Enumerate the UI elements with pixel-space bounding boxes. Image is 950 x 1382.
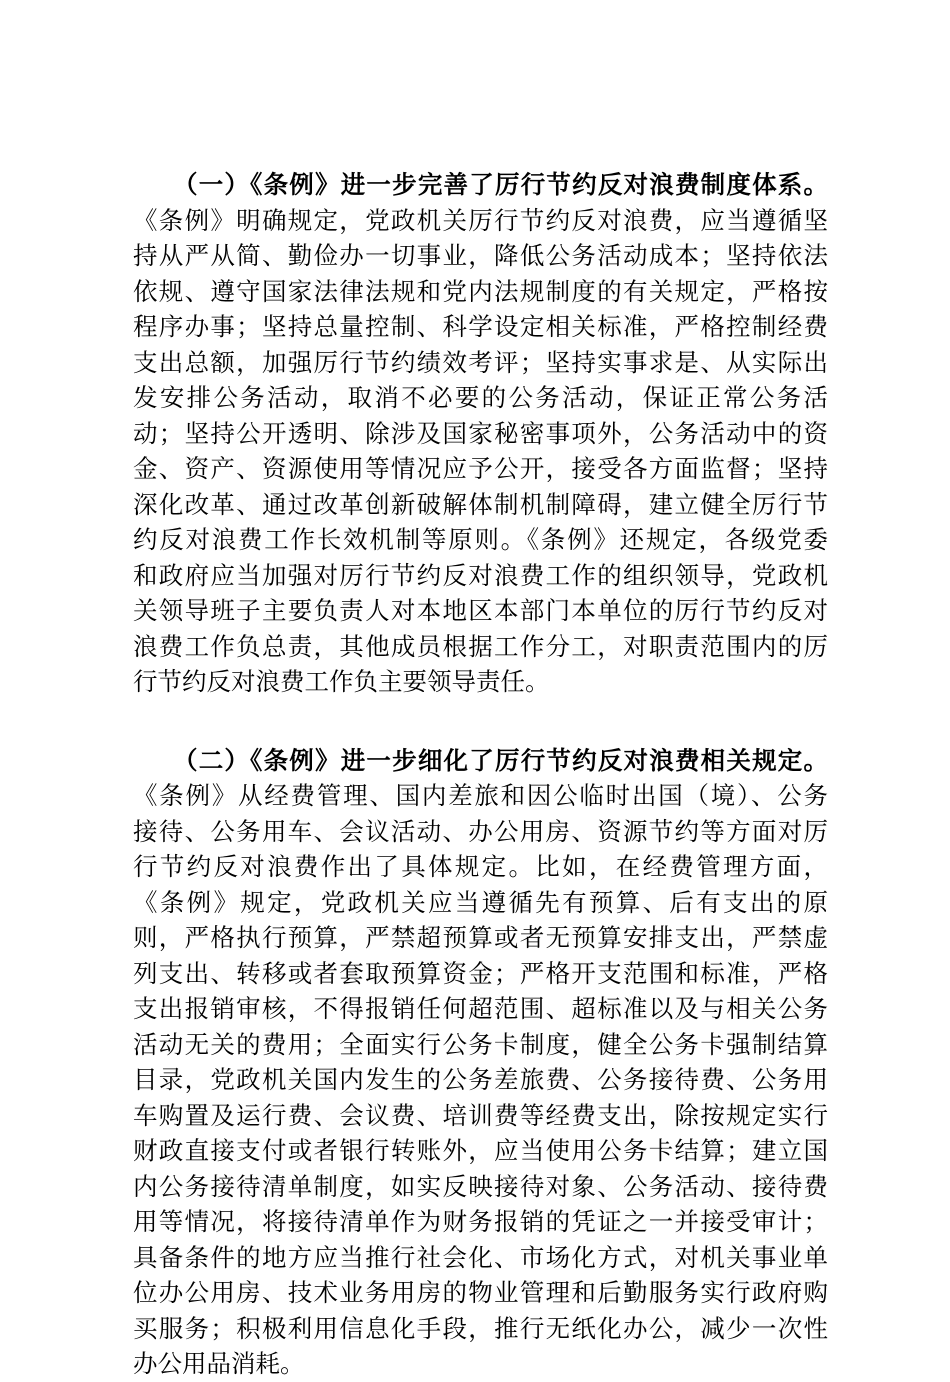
paragraph-1 xyxy=(133,167,828,700)
paragraph-1-line: 浪费工作负总责，其他成员根据工作分工，对职责范围内的厉 xyxy=(133,631,828,661)
paragraph-1-line: 和政府应当加强对厉行节约反对浪费工作的组织领导，党政机 xyxy=(133,560,828,590)
paragraph-2-line: 车购置及运行费、会议费、培训费等经费支出，除按规定实行 xyxy=(133,1100,828,1130)
paragraph-2-line: 目录，党政机关国内发生的公务差旅费、公务接待费、公务用 xyxy=(133,1065,828,1094)
paragraph-2-line: 《条例》从经费管理、国内差旅和因公临时出国（境）、公务 xyxy=(133,781,828,810)
paragraph-2-line: 位办公用房、技术业务用房的物业管理和后勤服务实行政府购 xyxy=(133,1278,828,1307)
paragraph-2-line: 列支出、转移或者套取预算资金；严格开支范围和标准，严格 xyxy=(133,958,828,988)
paragraph-2-line: 行节约反对浪费作出了具体规定。比如，在经费管理方面， xyxy=(133,852,828,881)
paragraph-2-line: 则，严格执行预算，严禁超预算或者无预算安排支出，严禁虚 xyxy=(133,923,828,952)
paragraph-2-line: 《条例》规定，党政机关应当遵循先有预算、后有支出的原 xyxy=(133,887,828,917)
paragraph-1-line: 发安排公务活动，取消不必要的公务活动，保证正常公务活 xyxy=(133,383,828,412)
paragraph-1-line: 约反对浪费工作长效机制等原则。《条例》还规定，各级党委 xyxy=(133,525,828,554)
paragraph-1-line: 行节约反对浪费工作负主要领导责任。 xyxy=(133,667,550,696)
paragraph-1-line: 支出总额，加强厉行节约绩效考评；坚持实事求是、从实际出 xyxy=(133,347,828,377)
paragraph-1-line: 《条例》明确规定，党政机关厉行节约反对浪费，应当遵循坚 xyxy=(133,205,828,235)
document-body xyxy=(133,167,828,1382)
paragraph-2-line: 财政直接支付或者银行转账外，应当使用公务卡结算；建立国 xyxy=(133,1136,828,1165)
paragraph-1-line: 程序办事；坚持总量控制、科学设定相关标准，严格控制经费 xyxy=(133,312,828,341)
paragraph-1-line: 依规、遵守国家法律法规和党内法规制度的有关规定，严格按 xyxy=(133,276,828,306)
paragraph-1-line: 金、资产、资源使用等情况应予公开，接受各方面监督；坚持 xyxy=(133,454,828,483)
paragraph-2-line: 接待、公务用车、会议活动、办公用房、资源节约等方面对厉 xyxy=(133,816,828,846)
paragraph-2-line: 买服务；积极利用信息化手段，推行无纸化办公，减少一次性 xyxy=(133,1313,828,1343)
paragraph-2-line: 内公务接待清单制度，如实反映接待对象、公务活动、接待费 xyxy=(133,1171,828,1201)
paragraph-2-line: 具备条件的地方应当推行社会化、市场化方式，对机关事业单 xyxy=(133,1242,828,1272)
paragraph-2-heading: （二）《条例》进一步细化了厉行节约反对浪费相关规定。 xyxy=(173,745,828,775)
paragraph-1-line: 关领导班子主要负责人对本地区本部门本单位的厉行节约反对 xyxy=(133,596,828,625)
paragraph-2-line: 用等情况，将接待清单作为财务报销的凭证之一并接受审计； xyxy=(133,1207,828,1236)
paragraph-2-line: 支出报销审核，不得报销任何超范围、超标准以及与相关公务 xyxy=(133,994,828,1023)
paragraph-2-line: 办公用品消耗。 xyxy=(133,1349,305,1378)
paragraph-1-line: 动；坚持公开透明、除涉及国家秘密事项外，公务活动中的资 xyxy=(133,418,828,448)
paragraph-1-heading: （一）《条例》进一步完善了厉行节约反对浪费制度体系。 xyxy=(173,170,828,199)
paragraph-2 xyxy=(133,743,828,1382)
paragraph-2-line: 活动无关的费用；全面实行公务卡制度，健全公务卡强制结算 xyxy=(133,1029,828,1059)
paragraph-1-line: 持从严从简、勤俭办一切事业，降低公务活动成本；坚持依法 xyxy=(133,241,828,270)
paragraph-1-line: 深化改革、通过改革创新破解体制机制障碍，建立健全厉行节 xyxy=(133,489,828,519)
